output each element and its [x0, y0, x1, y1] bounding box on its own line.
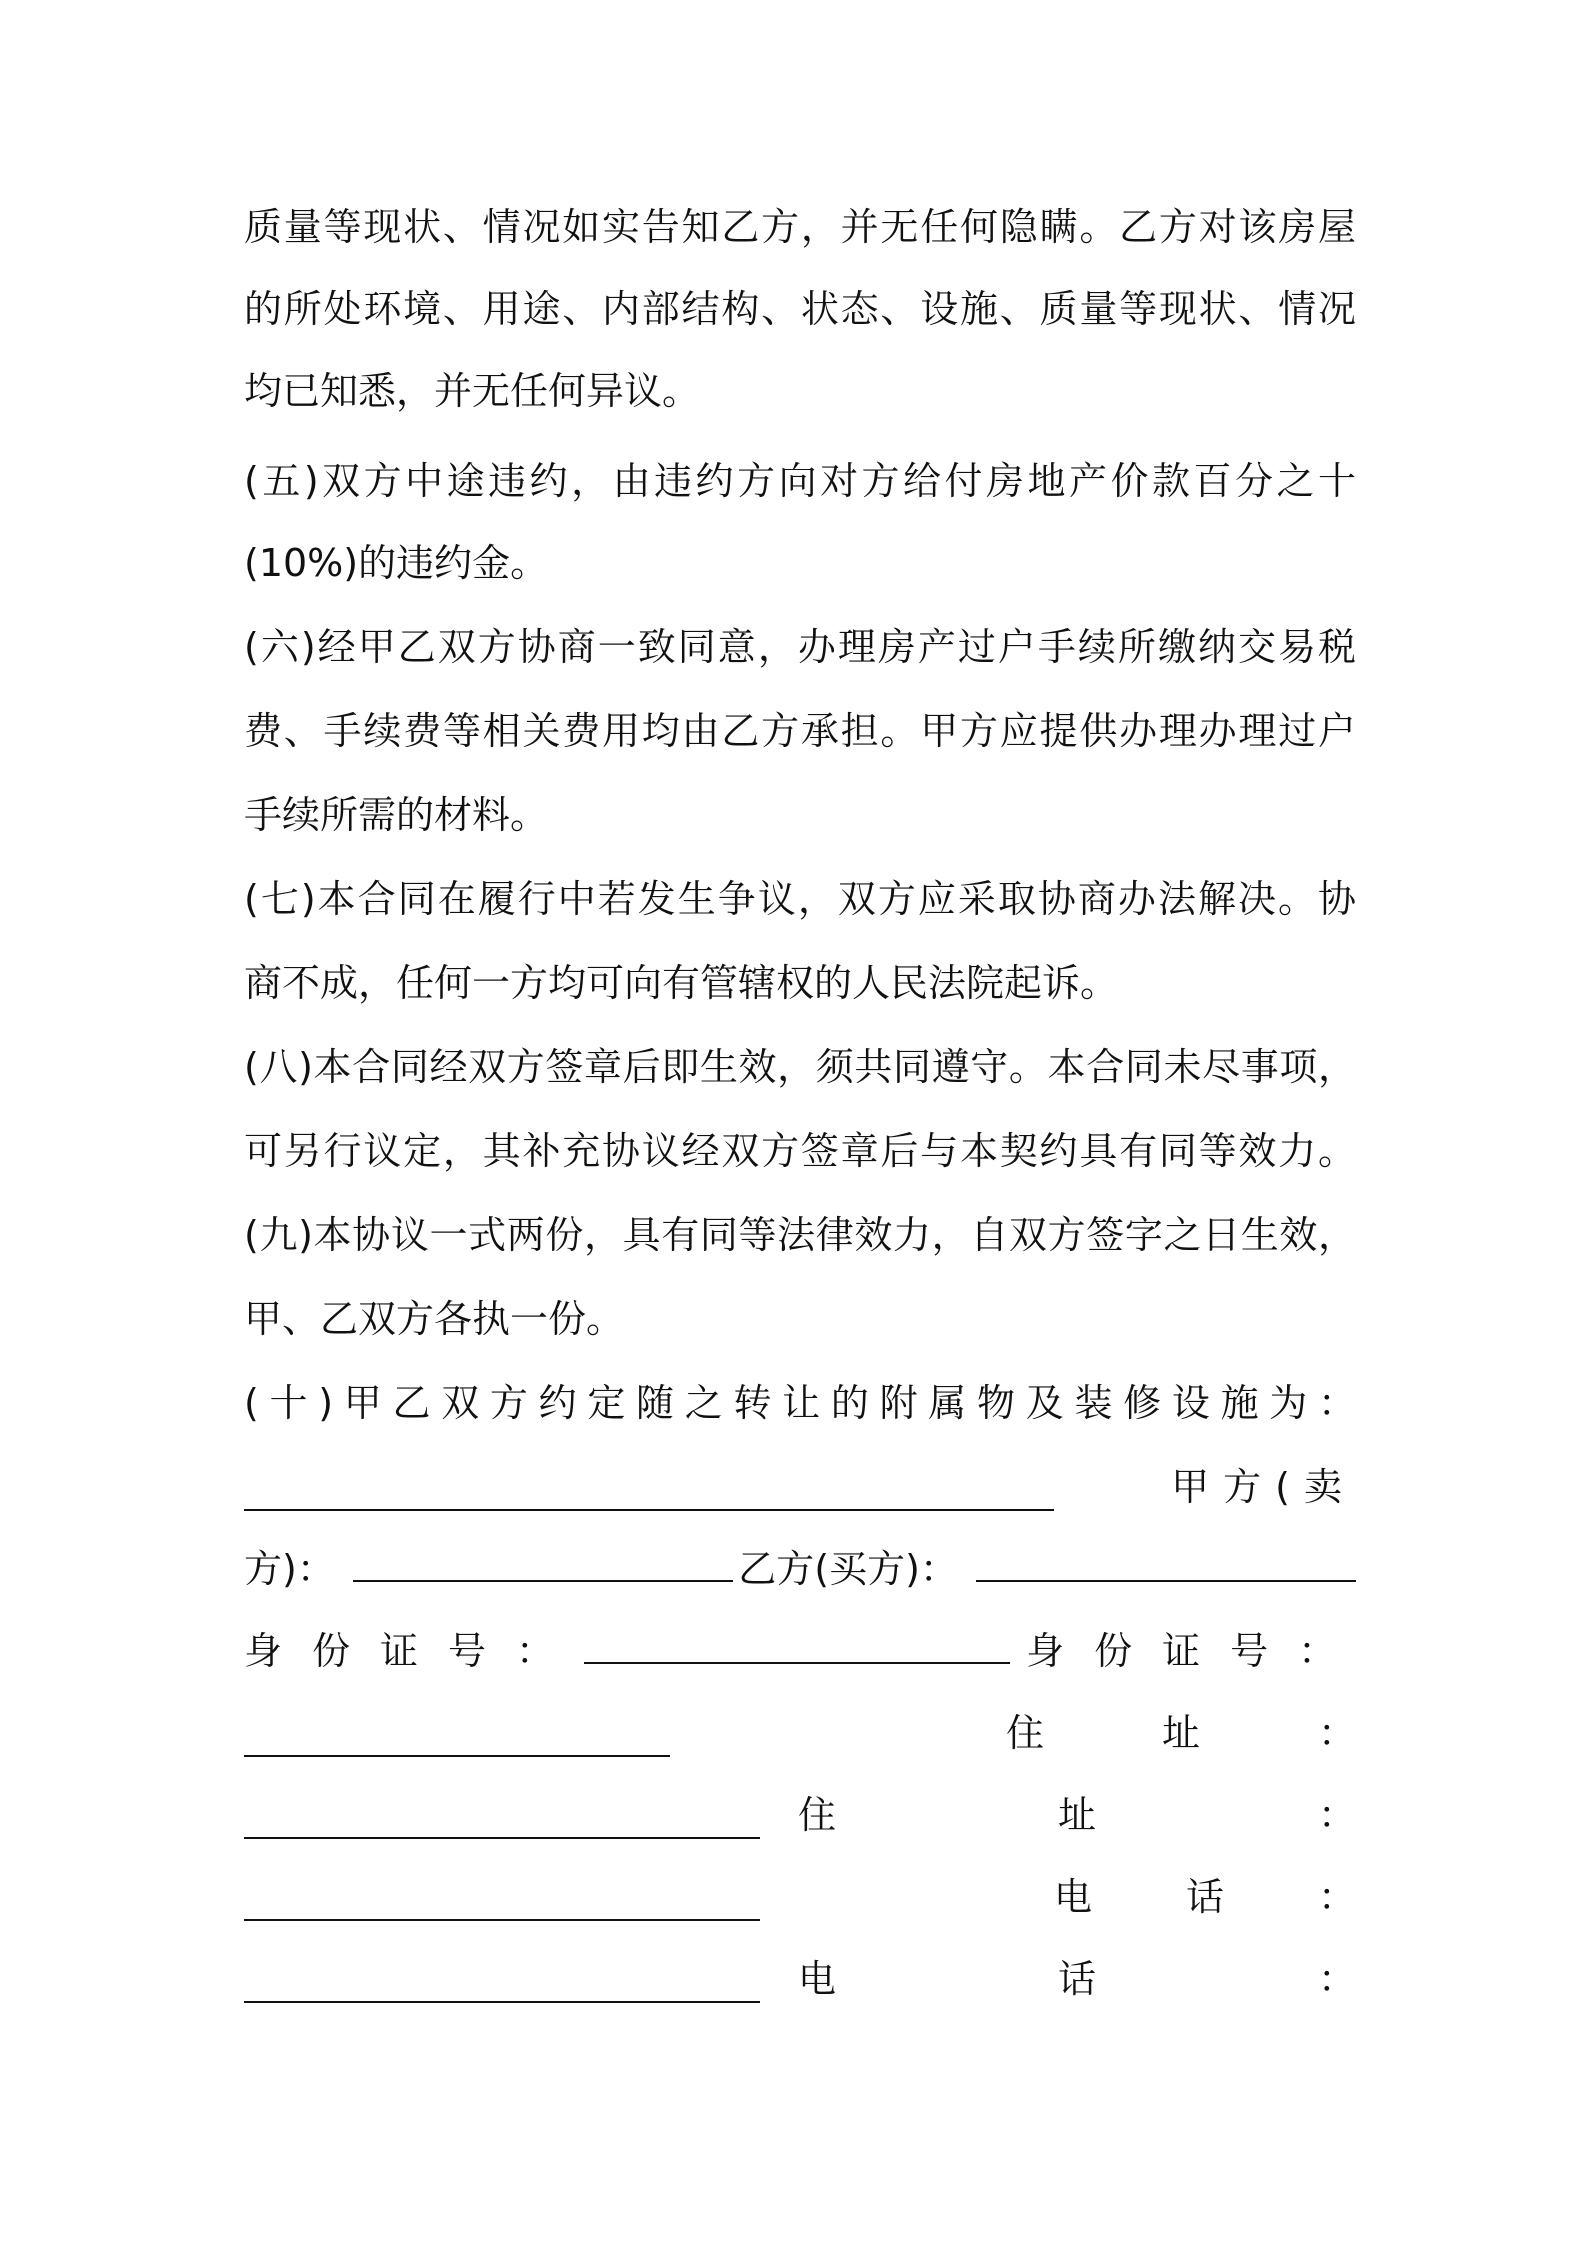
attachments-blank[interactable]	[244, 1463, 1054, 1511]
party-b-name-blank[interactable]	[976, 1534, 1356, 1582]
para4-line2: 的所处环境、用途、内部结构、状态、设施、质量等现状、情况	[244, 287, 1356, 331]
para6-line2: 费、手续费等相关费用均由乙方承担。甲方应提供办理办理过户	[244, 709, 1356, 753]
para4-line1: 质量等现状、情况如实告知乙方，并无任何隐瞒。乙方对该房屋	[244, 205, 1356, 249]
para6-line1: (六)经甲乙双方协商一致同意，办理房产过户手续所缴纳交易税	[244, 625, 1356, 669]
party-b-label: 乙方(买方)：	[738, 1547, 958, 1591]
party-a-label-end: 方)：	[244, 1547, 335, 1591]
signature-line-6	[244, 1855, 1450, 1939]
para9-line1: (九)本协议一式两份，具有同等法律效力，自双方签字之日生效，	[244, 1213, 1356, 1257]
party-b-address-label: 住址：	[797, 1793, 1578, 1837]
para8-line1: (八)本合同经双方签章后即生效，须共同遵守。本合同未尽事项，	[244, 1045, 1356, 1089]
party-a-id-label: 身份证号：	[244, 1629, 585, 1673]
para6-line3: 手续所需的材料。	[244, 793, 549, 837]
signature-line-4	[244, 1691, 1474, 1775]
party-b-id-blank[interactable]	[244, 1709, 670, 1757]
signature-line-5	[244, 1773, 1578, 1857]
para5-line1: (五)双方中途违约，由违约方向对方给付房地产价款百分之十	[244, 459, 1356, 503]
signature-line-7	[244, 1937, 1578, 2021]
para9-line2: 甲、乙双方各执一份。	[244, 1297, 625, 1341]
party-a-label-start: 甲方(卖	[1171, 1465, 1356, 1509]
party-a-id-blank[interactable]	[584, 1616, 1010, 1664]
para10-line1: (十)甲乙双方约定随之转让的附属物及装修设施为：	[244, 1381, 1356, 1425]
party-b-id-label: 身份证号：	[1026, 1629, 1367, 1673]
signature-line-2	[244, 1527, 1356, 1611]
party-a-address-blank[interactable]	[244, 1791, 760, 1839]
para4-line3: 均已知悉，并无任何异议。	[244, 369, 701, 413]
party-b-phone-label: 电话：	[797, 1957, 1578, 2001]
party-a-phone-label: 电话：	[1053, 1875, 1450, 1919]
party-b-address-blank[interactable]	[244, 1873, 760, 1921]
signature-line-1	[244, 1445, 1356, 1529]
para7-line2: 商不成，任何一方均可向有管辖权的人民法院起诉。	[244, 961, 1119, 1005]
party-a-phone-blank[interactable]	[244, 1955, 760, 2003]
signature-line-3	[244, 1609, 1367, 1693]
party-a-address-label: 住址：	[1005, 1711, 1474, 1755]
para8-line2: 可另行议定，其补充协议经双方签章后与本契约具有同等效力。	[244, 1129, 1356, 1173]
party-a-name-blank[interactable]	[353, 1534, 733, 1582]
para7-line1: (七)本合同在履行中若发生争议，双方应采取协商办法解决。协	[244, 877, 1356, 921]
para5-line2: (10%)的违约金。	[244, 541, 549, 585]
